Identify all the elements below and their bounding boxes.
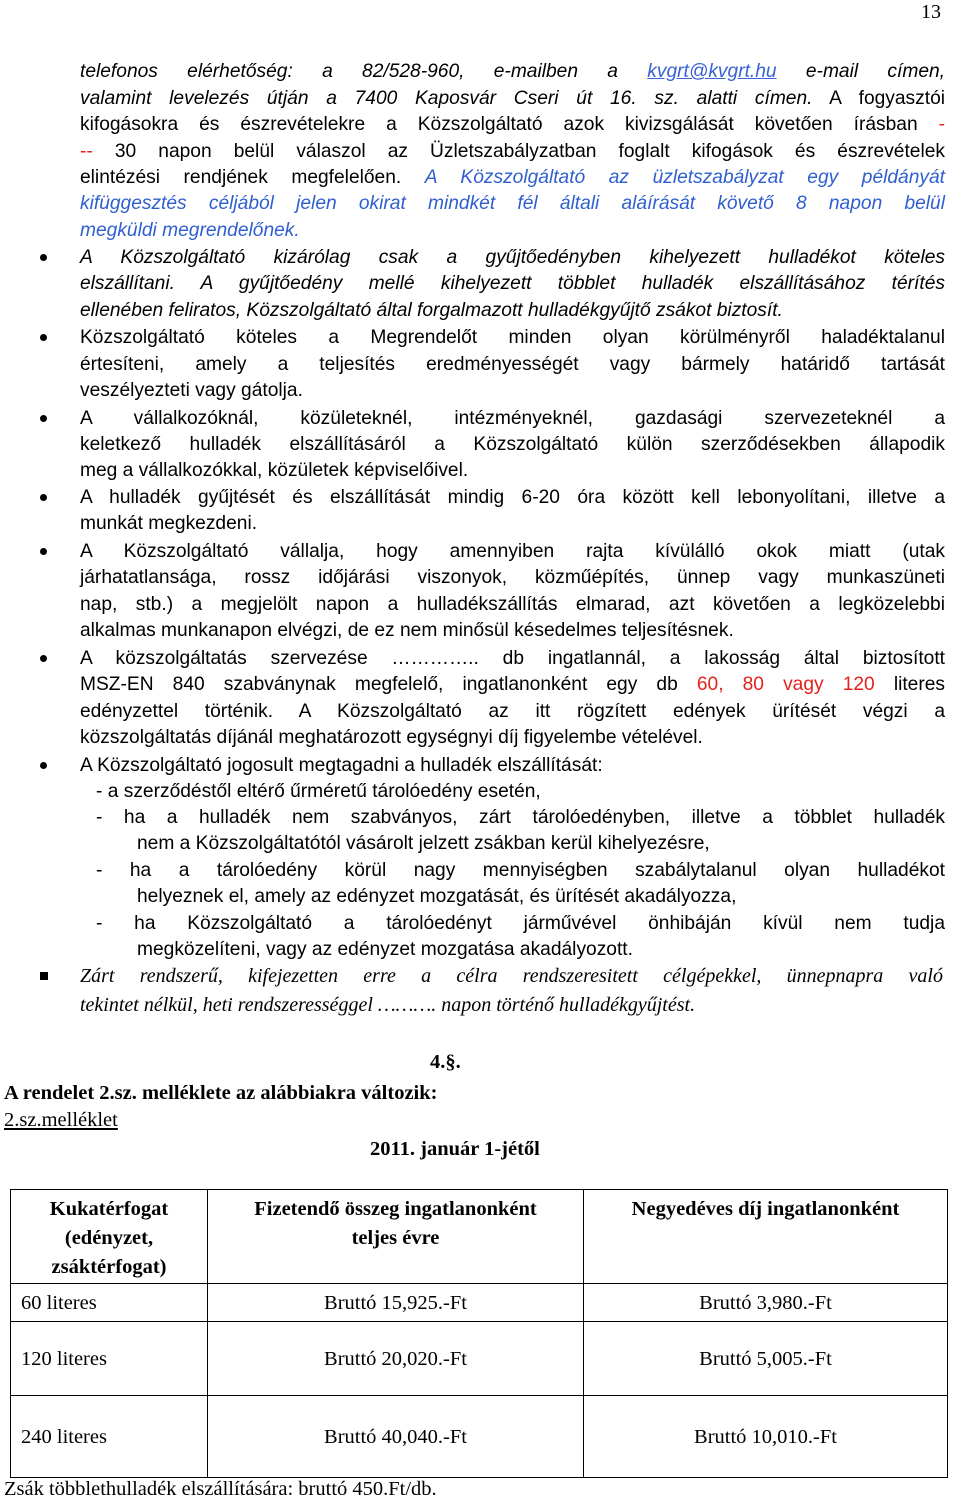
bin-size-cell: 240 literes <box>11 1396 208 1478</box>
list-item-line: A Közszolgáltató kizárólag csak a gyűjtőedényben kihelyezett hulladékot köteles <box>80 247 945 268</box>
fee-table <box>10 1189 948 1478</box>
table-row <box>11 1284 948 1322</box>
annual-fee-cell: Bruttó 15,925.-Ft <box>208 1284 584 1322</box>
line-text: valamint levelezés útján a 7400 Kaposvár Cseri út 16. sz. alatti címen. <box>80 88 813 109</box>
list-item-line: alkalmas munkanapon elvégzi, de ez nem minősül késedelmes teljesítésnek. <box>80 620 734 641</box>
bag-fee-note: Zsák többlethulladék elszállítására: bruttó 450.Ft/db. <box>4 1478 437 1500</box>
subitem-line: - ha a hulladék nem szabványos, zárt tárolóedényben, illetve a többlet hulladék <box>96 807 945 828</box>
effective-date: 2011. január 1-jétől <box>370 1138 540 1160</box>
annex-title: 2.sz.melléklet <box>4 1109 118 1131</box>
list-item-line: értesíteni, amely a teljesítés eredményességét vagy bármely határidő tartását <box>80 354 945 375</box>
subitem-line: - ha Közszolgáltató a tárolóedényt járművével önhibáján kívül nem tudja <box>96 913 945 934</box>
highlighted-line: kifüggesztés céljából jelen okirat mindkét fél általi aláírását követő 8 napon belül <box>80 193 945 214</box>
subitem-line: helyeznek el, amely az edényzet mozgatását, és ürítését akadályozza, <box>137 886 737 907</box>
schedule-line: Zárt rendszerű, kifejezetten erre a célra rendszeresitett célgépekkel, ünnepnapra való <box>80 965 943 987</box>
line-text: e-mail címen, <box>776 61 946 82</box>
bullet-icon <box>40 762 47 769</box>
list-item-line: A közszolgáltatás szervezése ………….. db ingatlannál, a lakosság által biztosított <box>80 648 945 669</box>
bin-size-cell: 120 literes <box>11 1322 208 1396</box>
bin-size-cell: 60 literes <box>11 1284 208 1322</box>
paragraph-line <box>80 112 945 138</box>
annual-fee-cell: Bruttó 20,020.-Ft <box>208 1322 584 1396</box>
paragraph-line <box>80 59 945 85</box>
list-item-line: munkát megkezdeni. <box>80 513 258 534</box>
subitem-line: nem a Közszolgáltatótól vásárolt jelzett zsákban kerül kihelyezésre, <box>137 833 710 854</box>
paragraph-line <box>80 86 945 112</box>
table-row <box>11 1396 948 1478</box>
quarterly-fee-cell: Bruttó 3,980.-Ft <box>584 1284 948 1322</box>
paragraph-line <box>80 165 945 191</box>
subitem-line: megközelíteni, vagy az edényzet mozgatása akadályozott. <box>137 939 633 960</box>
bin-size-options: 60, 80 vagy 120 <box>696 674 875 695</box>
bullet-icon <box>40 415 47 422</box>
list-item-line: elszállítani. A gyűjtőedény mellé kihelyezett többlet hulladék elszállításához térítés <box>80 273 945 294</box>
line-text: kifogásokra és észrevételekre a Közszolgáltató azok kivizsgálását követően írásban <box>80 114 939 135</box>
page-number: 13 <box>921 1 941 23</box>
table-row <box>11 1322 948 1396</box>
header-annual-fee: Fizetendő összeg ingatlanonként teljes évre <box>208 1190 584 1284</box>
header-quarterly-fee: Negyedéves díj ingatlanonként <box>584 1190 948 1284</box>
bullet-icon <box>40 655 47 662</box>
list-item-line: A Közszolgáltató vállalja, hogy amennyiben rajta kívülálló okok miatt (utak <box>80 541 945 562</box>
paragraph-line <box>80 139 945 165</box>
bullet-icon <box>40 254 47 261</box>
subitem-line: - ha a tárolóedény körül nagy mennyiségben szabálytalanul olyan hulladékot <box>96 860 945 881</box>
bullet-icon <box>40 548 47 555</box>
list-item-line: edényzettel történik. A Közszolgáltató az itt rögzített edények ürítését végzi a <box>80 701 945 722</box>
annual-fee-cell: Bruttó 40,040.-Ft <box>208 1396 584 1478</box>
list-item-line <box>80 672 945 698</box>
line-text: MSZ-EN 840 szabványnak megfelelő, ingatlanonként egy db <box>80 674 697 695</box>
bullet-icon <box>40 334 47 341</box>
red-mark: -- <box>80 141 93 162</box>
red-mark: - <box>938 114 945 135</box>
highlighted-line: megküldi megrendelőnek. <box>80 220 300 241</box>
list-item-line: nap, stb.) a megjelölt napon a hulladékszállítás elmarad, azt követően a legközelebbi <box>80 594 945 615</box>
line-text: elintézési rendjének megfelelően. <box>80 167 425 188</box>
email-link[interactable]: kvgrt@kvgrt.hu <box>647 61 777 82</box>
bullet-icon <box>40 494 47 501</box>
list-item-line: közszolgáltatás díjánál meghatározott egységnyi díj figyelembe vételével. <box>80 727 703 748</box>
list-item-line: A vállalkozóknál, közületeknél, intézményeknél, gazdasági szervezeteknél a <box>80 408 945 429</box>
table-header-row <box>11 1190 948 1284</box>
list-item-line: meg a vállalkozókkal, közületek képviselőivel. <box>80 460 469 481</box>
list-item-line: ellenében feliratos, Közszolgáltató által forgalmazott hulladékgyűjtő zsákot biztosít. <box>80 300 783 321</box>
line-text: literes <box>874 674 945 695</box>
list-item-line: veszélyezteti vagy gátolja. <box>80 380 303 401</box>
list-item-line: keletkező hulladék elszállításáról a Közszolgáltató külön szerződésekben állapodik <box>80 434 945 455</box>
line-text: telefonos elérhetőség: a 82/528-960, e-mailben a <box>80 61 648 82</box>
quarterly-fee-cell: Bruttó 10,010.-Ft <box>584 1396 948 1478</box>
list-item-line: A hulladék gyűjtését és elszállítását mindig 6-20 óra között kell lebonyolítani, illetve a <box>80 487 945 508</box>
quarterly-fee-cell: Bruttó 5,005.-Ft <box>584 1322 948 1396</box>
amendment-heading: A rendelet 2.sz. melléklete az alábbiakra változik: <box>4 1082 438 1104</box>
list-item-line: Közszolgáltató köteles a Megrendelőt minden olyan körülményről haladéktalanul <box>80 327 945 348</box>
list-item-line: A Közszolgáltató jogosult megtagadni a hulladék elszállítását: <box>80 755 603 776</box>
line-text: 30 napon belül válaszol az Üzletszabályzatban foglalt kifogások és észrevételek <box>92 141 945 162</box>
schedule-line: tekintet nélkül, heti rendszerességgel ………. napon történő hulladékgyűjtést. <box>80 994 696 1016</box>
subitem-line: - a szerződéstől eltérő űrméretű tárolóedény esetén, <box>96 781 541 802</box>
line-text: A fogyasztói <box>812 88 945 109</box>
list-item-line: járhatatlansága, rossz időjárási viszonyok, közműépítés, ünnep vagy munkaszüneti <box>80 567 945 588</box>
highlighted-text: A Közszolgáltató az üzletszabályzat egy példányát <box>424 167 945 188</box>
section-number: 4.§. <box>430 1051 461 1073</box>
header-bin-volume: Kukatérfogat (edényzet, zsáktérfogat) <box>11 1190 208 1284</box>
square-bullet-icon <box>40 972 48 980</box>
